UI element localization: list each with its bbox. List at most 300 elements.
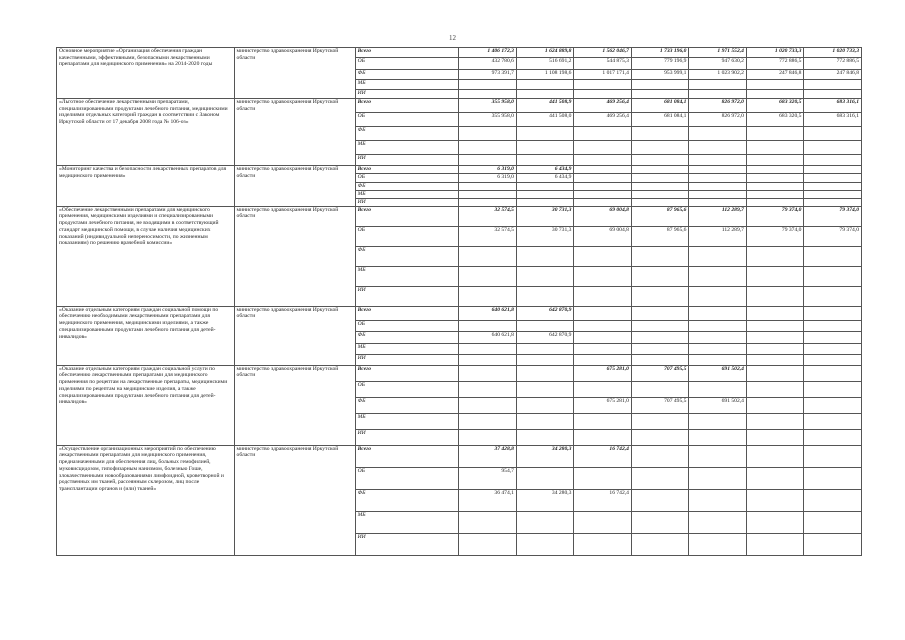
funding-source-label: Всего [355,99,459,113]
amount-cell [516,365,574,381]
budget-table [56,47,862,556]
amount-cell: 1 733 196,0 [631,48,689,58]
amount-cell: 30 731,3 [516,206,574,226]
amount-cell: 247 846,8 [746,70,804,80]
section-total-row [57,166,862,174]
amount-cell [746,429,804,445]
amount-cell [459,429,517,445]
amount-cell [574,166,632,174]
amount-cell: 34 280,3 [516,445,574,467]
amount-cell [459,286,517,306]
amount-cell [459,413,517,429]
amount-cell [459,354,517,365]
amount-cell [804,533,862,555]
funding-source-label: Всего [355,206,459,226]
amount-cell [574,90,632,99]
amount-cell [459,511,517,533]
amount-cell: 1 624 889,8 [516,48,574,58]
amount-cell [804,183,862,191]
amount-cell [574,286,632,306]
activity-name: «Обеспечение лекарственными препаратами для медицинского применения, медицинскими изделиями и специализированными продуктами лечебного питания, не входящими в соответствующий стандарт медицинской помощи, в случае наличия медицинских показаний (индивидуальной непереносимости, по жизненным показаниям) по решению врачебной комиссии» [57,206,235,306]
amount-cell [516,90,574,99]
amount-cell [804,191,862,199]
amount-cell [689,354,747,365]
amount-cell: 30 731,3 [516,226,574,246]
amount-cell [631,413,689,429]
amount-cell: 79 374,0 [804,226,862,246]
amount-cell [631,445,689,467]
amount-cell [804,246,862,266]
amount-cell [804,174,862,183]
section-total-row [57,48,862,58]
amount-cell [804,286,862,306]
amount-cell: 355 958,0 [459,99,517,113]
responsible-executor: министерство здравоохранения Иркутской области [234,99,355,166]
section-total-row [57,306,862,320]
amount-cell: 69 004,8 [574,206,632,226]
amount-cell: 79 374,0 [804,206,862,226]
amount-cell [574,511,632,533]
amount-cell [574,266,632,286]
funding-source-label: ИИ [355,286,459,306]
amount-cell [631,320,689,331]
funding-source-label: ИИ [355,155,459,166]
amount-cell [804,266,862,286]
responsible-executor: министерство здравоохранения Иркутской области [234,445,355,555]
amount-cell [689,306,747,320]
amount-cell [574,533,632,555]
amount-cell [746,155,804,166]
amount-cell [516,155,574,166]
responsible-executor: министерство здравоохранения Иркутской области [234,365,355,445]
amount-cell [574,80,632,90]
amount-cell: 675 281,0 [574,397,632,413]
amount-cell: 87 965,6 [631,206,689,226]
amount-cell [574,246,632,266]
amount-cell [516,429,574,445]
amount-cell [516,191,574,199]
amount-cell [631,166,689,174]
funding-source-label: ОБ [355,320,459,331]
funding-source-label: ОБ [355,58,459,70]
amount-cell: 683 316,1 [804,99,862,113]
amount-cell [516,183,574,191]
amount-cell [459,320,517,331]
funding-source-label: Всего [355,166,459,174]
amount-cell [459,90,517,99]
amount-cell [459,266,517,286]
amount-cell [804,90,862,99]
amount-cell [804,331,862,343]
amount-cell [631,183,689,191]
amount-cell: 37 428,8 [459,445,517,467]
amount-cell: 772 886,5 [746,58,804,70]
amount-cell: 6 434,9 [516,166,574,174]
amount-cell [689,413,747,429]
amount-cell [746,343,804,354]
amount-cell [804,80,862,90]
amount-cell [689,199,747,207]
amount-cell [746,183,804,191]
amount-cell [459,199,517,207]
amount-cell [689,381,747,397]
amount-cell: 642 870,9 [516,306,574,320]
amount-cell [516,413,574,429]
amount-cell: 681 084,1 [631,113,689,127]
amount-cell [804,397,862,413]
amount-cell [459,141,517,155]
amount-cell: 112 289,7 [689,226,747,246]
amount-cell: 544 875,3 [574,58,632,70]
amount-cell: 772 886,5 [804,58,862,70]
amount-cell [516,343,574,354]
amount-cell: 1 020 733,3 [804,48,862,58]
amount-cell [574,174,632,183]
amount-cell [804,320,862,331]
amount-cell [804,199,862,207]
amount-cell: 973 391,7 [459,70,517,80]
amount-cell [631,80,689,90]
amount-cell [804,381,862,397]
amount-cell [631,354,689,365]
funding-source-label: ФБ [355,397,459,413]
amount-cell [746,266,804,286]
amount-cell [574,306,632,320]
amount-cell [631,127,689,141]
amount-cell [804,445,862,467]
amount-cell [459,191,517,199]
funding-source-label: Всего [355,365,459,381]
amount-cell [516,511,574,533]
amount-cell: 16 742,4 [574,489,632,511]
funding-source-label: МБ [355,141,459,155]
amount-cell [689,191,747,199]
amount-cell [804,511,862,533]
amount-cell [746,166,804,174]
amount-cell: 691 502,4 [689,397,747,413]
amount-cell: 707 495,5 [631,397,689,413]
amount-cell [631,191,689,199]
amount-cell [574,183,632,191]
amount-cell: 826 972,0 [689,99,747,113]
amount-cell [631,266,689,286]
amount-cell [746,320,804,331]
funding-source-label: ОБ [355,113,459,127]
amount-cell [746,286,804,306]
amount-cell [574,413,632,429]
funding-source-label: Всего [355,306,459,320]
amount-cell [804,166,862,174]
amount-cell [689,445,747,467]
activity-name: «Осуществление организационных мероприятий по обеспечению лекарственными препаратами для медицинского применения, предназначенными для обеспечения лиц, больных гемофилией, муковисцидозом, гипофизарным нанизмом, болезнью Гоше, злокачественными новообразованиями лимфоидной, кроветворной и родственных им тканей, рассеянным склерозом, лиц после трансплантации органов и (или) тканей» [57,445,235,555]
amount-cell [746,127,804,141]
amount-cell: 441 508,9 [516,99,574,113]
amount-cell: 6 319,0 [459,174,517,183]
amount-cell [574,155,632,166]
amount-cell: 683 320,5 [746,99,804,113]
funding-source-label: МБ [355,413,459,429]
amount-cell: 32 574,5 [459,226,517,246]
amount-cell [746,365,804,381]
amount-cell [459,183,517,191]
amount-cell [689,80,747,90]
amount-cell [459,246,517,266]
amount-cell: 516 691,2 [516,58,574,70]
funding-source-label: ОБ [355,381,459,397]
funding-source-label: ИИ [355,533,459,555]
amount-cell [631,306,689,320]
amount-cell: 16 742,4 [574,445,632,467]
amount-cell [516,127,574,141]
amount-cell [631,343,689,354]
funding-source-label: МБ [355,80,459,90]
amount-cell: 640 621,8 [459,331,517,343]
amount-cell: 1 406 172,3 [459,48,517,58]
amount-cell: 79 374,0 [746,226,804,246]
page-number: 12 [449,34,456,42]
responsible-executor: министерство здравоохранения Иркутской области [234,166,355,207]
amount-cell [746,191,804,199]
funding-source-label: ИИ [355,199,459,207]
amount-cell: 1 108 198,6 [516,70,574,80]
amount-cell [631,199,689,207]
amount-cell [516,533,574,555]
funding-source-label: ФБ [355,127,459,141]
amount-cell [459,155,517,166]
amount-cell [746,397,804,413]
amount-cell: 953 999,1 [631,70,689,80]
amount-cell [689,286,747,306]
amount-cell: 826 972,0 [689,113,747,127]
amount-cell: 6 434,9 [516,174,574,183]
amount-cell: 707 495,5 [631,365,689,381]
amount-cell: 1 971 552,4 [689,48,747,58]
funding-source-label: Всего [355,48,459,58]
amount-cell [516,266,574,286]
amount-cell [574,354,632,365]
activity-name: «Мониторинг качества и безопасности лекарственных препаратов для медицинского применения» [57,166,235,207]
amount-cell [516,397,574,413]
amount-cell [631,174,689,183]
activity-name: Основное мероприятие «Организация обеспечения граждан качественными, эффективными, безопасными лекарственными препаратами для медицинского применения» на 2014-2020 годы [57,48,235,99]
amount-cell [574,343,632,354]
amount-cell [689,127,747,141]
activity-name: «Льготное обеспечение лекарственными препаратами, специализированными продуктами лечебного питания, медицинскими изделиями отдельных категорий граждан в соответствии с Законом Иркутской области от 17 декабря 2008 года № 106-оз» [57,99,235,166]
amount-cell [689,141,747,155]
amount-cell [459,365,517,381]
funding-source-label: Всего [355,445,459,467]
amount-cell [631,429,689,445]
amount-cell [689,166,747,174]
amount-cell [689,467,747,489]
amount-cell [689,246,747,266]
amount-cell [574,429,632,445]
responsible-executor: министерство здравоохранения Иркутской области [234,48,355,99]
amount-cell: 642 870,9 [516,331,574,343]
amount-cell: 1 562 046,7 [574,48,632,58]
amount-cell [746,467,804,489]
funding-source-label: ФБ [355,183,459,191]
amount-cell: 1 020 733,3 [746,48,804,58]
amount-cell [746,246,804,266]
amount-cell [746,174,804,183]
amount-cell: 1 023 902,2 [689,70,747,80]
amount-cell: 954,7 [459,467,517,489]
amount-cell [516,80,574,90]
activity-name: «Оказание отдельным категориям граждан социальной помощи по обеспечению необходимыми лекарственными препаратами для медицинского применения, медицинскими изделиями, а также специализированными продуктами лечебного питания для детей-инвалидов» [57,306,235,365]
funding-source-label: МБ [355,511,459,533]
amount-cell [516,467,574,489]
amount-cell [746,381,804,397]
amount-cell: 683 316,1 [804,113,862,127]
amount-cell [689,174,747,183]
budget-table-body [57,48,862,556]
amount-cell [804,155,862,166]
amount-cell [516,354,574,365]
amount-cell [804,413,862,429]
amount-cell: 69 004,8 [574,226,632,246]
amount-cell [689,320,747,331]
amount-cell [516,246,574,266]
amount-cell [689,90,747,99]
amount-cell [459,397,517,413]
amount-cell: 779 196,9 [631,58,689,70]
amount-cell [459,80,517,90]
amount-cell: 247 846,8 [804,70,862,80]
amount-cell [689,183,747,191]
amount-cell [459,381,517,397]
amount-cell [631,155,689,166]
section-total-row [57,445,862,467]
amount-cell: 469 256,4 [574,99,632,113]
amount-cell [804,127,862,141]
funding-source-label: МБ [355,266,459,286]
amount-cell [631,489,689,511]
amount-cell: 32 574,5 [459,206,517,226]
amount-cell [631,533,689,555]
amount-cell [631,511,689,533]
funding-source-label: ФБ [355,489,459,511]
amount-cell [631,246,689,266]
funding-source-label: ОБ [355,226,459,246]
amount-cell [516,320,574,331]
amount-cell [804,467,862,489]
amount-cell [804,141,862,155]
amount-cell [574,331,632,343]
amount-cell: 6 319,0 [459,166,517,174]
amount-cell [689,429,747,445]
amount-cell [746,445,804,467]
responsible-executor: министерство здравоохранения Иркутской области [234,306,355,365]
amount-cell: 683 320,5 [746,113,804,127]
amount-cell: 675 281,0 [574,365,632,381]
amount-cell [574,191,632,199]
amount-cell [804,306,862,320]
amount-cell [516,141,574,155]
amount-cell: 34 280,3 [516,489,574,511]
amount-cell [459,127,517,141]
amount-cell [516,286,574,306]
amount-cell [746,489,804,511]
amount-cell [746,141,804,155]
amount-cell [631,381,689,397]
amount-cell: 87 965,6 [631,226,689,246]
amount-cell [689,533,747,555]
funding-source-label: ОБ [355,174,459,183]
activity-name: «Оказание отдельным категориям граждан социальной услуги по обеспечению лекарственными препаратами для медицинского применения по рецептам на лекарственные препараты, медицинскими изделиями по рецептам на медицинские изделия, а также специализированными продуктами лечебного питания для детей-инвалидов» [57,365,235,445]
amount-cell [631,90,689,99]
amount-cell [746,306,804,320]
amount-cell [804,489,862,511]
funding-source-label: ФБ [355,70,459,80]
amount-cell: 947 630,2 [689,58,747,70]
amount-cell [574,381,632,397]
amount-cell: 691 502,4 [689,365,747,381]
amount-cell: 640 621,8 [459,306,517,320]
amount-cell [631,286,689,306]
section-total-row [57,206,862,226]
amount-cell [804,429,862,445]
amount-cell [689,343,747,354]
amount-cell [574,199,632,207]
funding-source-label: ФБ [355,246,459,266]
amount-cell [689,511,747,533]
amount-cell [574,320,632,331]
amount-cell: 469 256,4 [574,113,632,127]
funding-source-label: ИИ [355,429,459,445]
amount-cell [516,381,574,397]
responsible-executor: министерство здравоохранения Иркутской области [234,206,355,306]
section-total-row [57,365,862,381]
amount-cell [746,354,804,365]
amount-cell [459,343,517,354]
amount-cell: 112 289,7 [689,206,747,226]
amount-cell [631,331,689,343]
amount-cell: 1 017 171,4 [574,70,632,80]
amount-cell: 441 508,0 [516,113,574,127]
amount-cell [804,365,862,381]
amount-cell [574,467,632,489]
amount-cell [746,533,804,555]
funding-source-label: ОБ [355,467,459,489]
amount-cell [631,141,689,155]
funding-source-label: ФБ [355,331,459,343]
amount-cell [689,331,747,343]
funding-source-label: МБ [355,343,459,354]
amount-cell [689,489,747,511]
amount-cell [631,467,689,489]
amount-cell: 36 474,1 [459,489,517,511]
amount-cell [746,511,804,533]
amount-cell [746,331,804,343]
amount-cell: 79 374,0 [746,206,804,226]
funding-source-label: ИИ [355,354,459,365]
amount-cell [746,80,804,90]
amount-cell: 681 084,1 [631,99,689,113]
amount-cell [746,90,804,99]
funding-source-label: ИИ [355,90,459,99]
amount-cell [516,199,574,207]
amount-cell [804,343,862,354]
amount-cell [689,266,747,286]
funding-source-label: МБ [355,191,459,199]
amount-cell [574,127,632,141]
amount-cell: 355 958,0 [459,113,517,127]
amount-cell [689,155,747,166]
amount-cell [804,354,862,365]
amount-cell: 432 780,6 [459,58,517,70]
section-total-row [57,99,862,113]
